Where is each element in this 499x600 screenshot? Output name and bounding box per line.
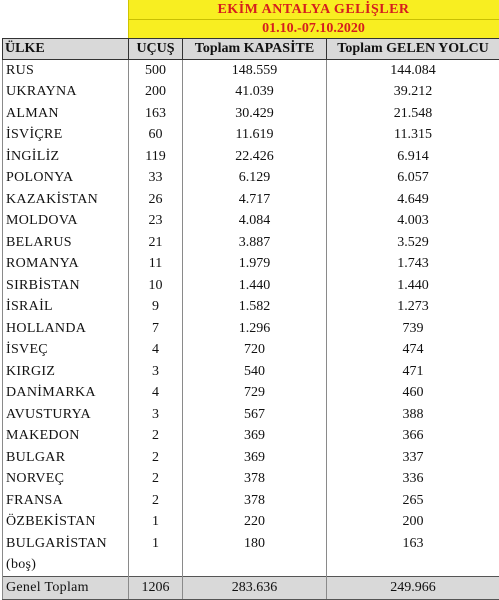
header-capacity: Toplam KAPASİTE: [183, 39, 327, 60]
cell-flights: 2: [129, 426, 183, 448]
table-row: [3, 146, 499, 168]
cell-flights: 21: [129, 232, 183, 254]
cell-capacity: 3.887: [183, 232, 327, 254]
table-row: [3, 82, 499, 104]
table-header-row: [3, 39, 499, 60]
table-row: [3, 125, 499, 147]
report-title: EKİM ANTALYA GELİŞLER: [217, 2, 410, 17]
cell-passengers: 460: [327, 383, 499, 405]
cell-passengers: 336: [327, 469, 499, 491]
cell-passengers: 1.273: [327, 297, 499, 319]
cell-passengers: 144.084: [327, 60, 499, 82]
cell-flights: 163: [129, 103, 183, 125]
cell-passengers: 265: [327, 490, 499, 512]
table-row: [3, 60, 499, 82]
table-row: [3, 512, 499, 534]
cell-flights: 4: [129, 340, 183, 362]
cell-country: DANİMARKA: [3, 383, 129, 405]
cell-capacity: 369: [183, 447, 327, 469]
cell-country: HOLLANDA: [3, 318, 129, 340]
cell-country: İNGİLİZ: [3, 146, 129, 168]
total-label: Genel Toplam: [3, 577, 129, 600]
cell-country: BELARUS: [3, 232, 129, 254]
total-flights: 1206: [129, 577, 183, 600]
cell-flights: 4: [129, 383, 183, 405]
cell-country: MAKEDON: [3, 426, 129, 448]
cell-capacity: 378: [183, 490, 327, 512]
cell-country: SIRBİSTAN: [3, 275, 129, 297]
cell-flights: 26: [129, 189, 183, 211]
cell-passengers: 739: [327, 318, 499, 340]
cell-flights: 33: [129, 168, 183, 190]
cell-country: İSVEÇ: [3, 340, 129, 362]
total-row: [3, 577, 499, 600]
cell-capacity: 6.129: [183, 168, 327, 190]
header-flights: UÇUŞ: [129, 39, 183, 60]
cell-capacity: 1.440: [183, 275, 327, 297]
table-row: [3, 426, 499, 448]
cell-capacity: 4.717: [183, 189, 327, 211]
cell-capacity: 22.426: [183, 146, 327, 168]
cell-capacity: 4.084: [183, 211, 327, 233]
cell-passengers: 1.440: [327, 275, 499, 297]
cell-country: ROMANYA: [3, 254, 129, 276]
cell-passengers: 1.743: [327, 254, 499, 276]
cell-flights: 1: [129, 512, 183, 534]
cell-country: İSVİÇRE: [3, 125, 129, 147]
cell-passengers: 474: [327, 340, 499, 362]
cell-flights: 2: [129, 469, 183, 491]
cell-country: KIRGIZ: [3, 361, 129, 383]
table-row: [3, 318, 499, 340]
table-row: [3, 361, 499, 383]
cell-capacity: 378: [183, 469, 327, 491]
cell-passengers: 337: [327, 447, 499, 469]
cell-flights: 60: [129, 125, 183, 147]
report-date-range: 01.10.-07.10.2020: [128, 19, 499, 38]
cell-flights: 3: [129, 404, 183, 426]
cell-country: POLONYA: [3, 168, 129, 190]
cell-passengers: 4.003: [327, 211, 499, 233]
cell-passengers: 3.529: [327, 232, 499, 254]
table-row: [3, 211, 499, 233]
table-row: [3, 103, 499, 125]
cell-country: ALMAN: [3, 103, 129, 125]
cell-flights: 10: [129, 275, 183, 297]
cell-country: BULGARİSTAN: [3, 533, 129, 555]
cell-passengers: 21.548: [327, 103, 499, 125]
cell-capacity: 1.979: [183, 254, 327, 276]
cell-capacity: 180: [183, 533, 327, 555]
table-row: [3, 275, 499, 297]
cell-flights: 119: [129, 146, 183, 168]
cell-passengers: 39.212: [327, 82, 499, 104]
cell-capacity: 30.429: [183, 103, 327, 125]
table-row: [3, 168, 499, 190]
cell-flights: 200: [129, 82, 183, 104]
cell-capacity: 729: [183, 383, 327, 405]
total-capacity: 283.636: [183, 577, 327, 600]
cell-capacity: 11.619: [183, 125, 327, 147]
cell-flights: 2: [129, 490, 183, 512]
header-passengers: Toplam GELEN YOLCU: [327, 39, 499, 60]
table-row: [3, 555, 499, 577]
cell-capacity: 41.039: [183, 82, 327, 104]
table-row: [3, 383, 499, 405]
total-passengers: 249.966: [327, 577, 499, 600]
header-country: ÜLKE: [3, 39, 129, 60]
cell-capacity: [183, 555, 327, 577]
cell-passengers: 11.315: [327, 125, 499, 147]
table-row: [3, 297, 499, 319]
cell-passengers: 6.057: [327, 168, 499, 190]
cell-flights: 500: [129, 60, 183, 82]
cell-passengers: 6.914: [327, 146, 499, 168]
cell-capacity: 720: [183, 340, 327, 362]
table-row: [3, 254, 499, 276]
table-row: [3, 533, 499, 555]
cell-passengers: [327, 555, 499, 577]
cell-passengers: 388: [327, 404, 499, 426]
cell-flights: 23: [129, 211, 183, 233]
title-banner: [128, 0, 499, 38]
table-row: [3, 189, 499, 211]
table-row: [3, 404, 499, 426]
cell-flights: [129, 555, 183, 577]
cell-passengers: 163: [327, 533, 499, 555]
cell-capacity: 1.296: [183, 318, 327, 340]
cell-passengers: 366: [327, 426, 499, 448]
cell-country: RUS: [3, 60, 129, 82]
cell-country: BULGAR: [3, 447, 129, 469]
cell-capacity: 220: [183, 512, 327, 534]
cell-capacity: 567: [183, 404, 327, 426]
cell-flights: 11: [129, 254, 183, 276]
cell-country: UKRAYNA: [3, 82, 129, 104]
cell-flights: 7: [129, 318, 183, 340]
table-row: [3, 340, 499, 362]
cell-country: (boş): [3, 555, 129, 577]
cell-flights: 9: [129, 297, 183, 319]
cell-capacity: 369: [183, 426, 327, 448]
cell-passengers: 471: [327, 361, 499, 383]
table-body: [3, 60, 499, 577]
cell-capacity: 148.559: [183, 60, 327, 82]
cell-flights: 3: [129, 361, 183, 383]
cell-country: KAZAKİSTAN: [3, 189, 129, 211]
cell-country: FRANSA: [3, 490, 129, 512]
cell-country: NORVEÇ: [3, 469, 129, 491]
cell-country: AVUSTURYA: [3, 404, 129, 426]
arrivals-table: [2, 38, 499, 600]
table-row: [3, 490, 499, 512]
table-row: [3, 447, 499, 469]
cell-passengers: 200: [327, 512, 499, 534]
cell-country: ÖZBEKİSTAN: [3, 512, 129, 534]
table-row: [3, 232, 499, 254]
cell-flights: 2: [129, 447, 183, 469]
table-row: [3, 469, 499, 491]
cell-passengers: 4.649: [327, 189, 499, 211]
cell-capacity: 1.582: [183, 297, 327, 319]
cell-flights: 1: [129, 533, 183, 555]
cell-country: MOLDOVA: [3, 211, 129, 233]
cell-capacity: 540: [183, 361, 327, 383]
cell-country: İSRAİL: [3, 297, 129, 319]
